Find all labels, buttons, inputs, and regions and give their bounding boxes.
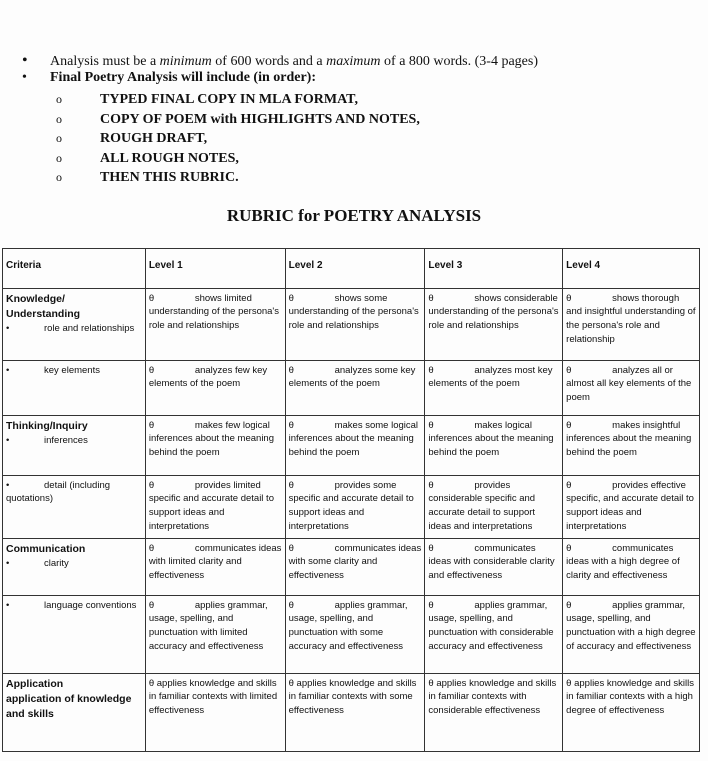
level-cell: θ applies knowledge and skills in familiar contexts with considerable effectiveness xyxy=(425,673,563,751)
level-cell: θ communicates ideas with some clarity and effectiveness xyxy=(285,538,425,595)
theta-bullet-icon: θ xyxy=(288,364,294,376)
circle-bullet-icon: o xyxy=(56,150,62,165)
table-row xyxy=(3,673,700,751)
theta-bullet-icon: θ xyxy=(288,419,294,431)
sub-item: o THEN THIS RUBRIC. xyxy=(56,170,239,185)
theta-bullet-icon: θ xyxy=(428,599,434,611)
sub-item: o ALL ROUGH NOTES, xyxy=(56,150,239,166)
rubric-title: RUBRIC for POETRY ANALYSIS xyxy=(226,206,482,225)
theta-bullet-icon: θ xyxy=(428,419,434,431)
theta-bullet-icon: θ xyxy=(566,292,572,304)
level-cell: θ analyzes all or almost all key elements of the poem xyxy=(563,360,700,415)
theta-bullet-icon: θ xyxy=(288,479,294,491)
column-header: Level 4 xyxy=(563,249,700,289)
column-header: Level 1 xyxy=(145,249,285,289)
criteria-cell: • language conventions xyxy=(3,595,146,673)
column-header: Level 2 xyxy=(285,249,425,289)
rubric-table xyxy=(2,248,700,752)
theta-bullet-icon: θ xyxy=(288,677,294,689)
criteria-cell: Communication • clarity xyxy=(3,538,146,595)
theta-bullet-icon: θ xyxy=(566,419,572,431)
criteria-cell: Knowledge/ Understanding • role and relationships xyxy=(3,288,146,360)
theta-bullet-icon: θ xyxy=(288,292,294,304)
level-cell: θ provides effective specific, and accurate detail to support ideas and interpretations xyxy=(563,475,700,538)
level-cell: θ provides limited specific and accurate detail to support ideas and interpretations xyxy=(145,475,285,538)
level-cell: θ makes logical inferences about the meaning behind the poem xyxy=(425,415,563,475)
level-cell: θ analyzes some key elements of the poem xyxy=(285,360,425,415)
theta-bullet-icon: θ xyxy=(428,479,434,491)
theta-bullet-icon: θ xyxy=(566,542,572,554)
table-row xyxy=(3,288,700,360)
theta-bullet-icon: θ xyxy=(288,599,294,611)
bullet-word-count: • Analysis must be a minimum of 600 words and a maximum of a 800 words. (3-4 pages) xyxy=(22,52,538,69)
theta-bullet-icon: θ xyxy=(428,542,434,554)
theta-bullet-icon: θ xyxy=(566,364,572,376)
criterion-label: language conventions xyxy=(44,599,137,611)
level-cell: θ applies knowledge and skills in familiar contexts with a high degree of effectiveness xyxy=(563,673,700,751)
bullet-final-analysis: • Final Poetry Analysis will include (in order): xyxy=(22,70,316,85)
criterion-label: application of knowledge and skills xyxy=(6,692,132,720)
table-row xyxy=(3,475,700,538)
theta-bullet-icon: θ xyxy=(148,292,155,304)
criterion-label: clarity xyxy=(44,557,69,569)
level-cell: θ provides considerable specific and accurate detail to support ideas and interpretations xyxy=(425,475,563,538)
circle-bullet-icon: o xyxy=(56,92,62,106)
theta-bullet-icon: θ xyxy=(148,479,155,491)
level-cell: θ applies grammar, usage, spelling, and punctuation with limited accuracy and effectiveness xyxy=(145,595,285,673)
theta-bullet-icon: θ xyxy=(566,479,572,491)
criterion-label: inferences xyxy=(44,434,88,446)
level-cell: θ communicates ideas with a high degree of clarity and effectiveness xyxy=(563,538,700,595)
theta-bullet-icon: θ xyxy=(288,542,294,554)
category-label: Communication xyxy=(6,542,86,555)
theta-bullet-icon: θ xyxy=(428,677,434,689)
level-cell: θ analyzes most key elements of the poem xyxy=(425,360,563,415)
circle-bullet-icon: o xyxy=(56,170,62,184)
column-header: Criteria xyxy=(3,249,146,289)
level-cell: θ applies grammar, usage, spelling, and punctuation with a high degree of accuracy and effectiveness xyxy=(563,595,700,673)
table-row xyxy=(3,595,700,673)
level-cell: θ applies grammar, usage, spelling, and punctuation with some accuracy and effectiveness xyxy=(285,595,425,673)
sub-item: o COPY OF POEM with HIGHLIGHTS AND NOTES, xyxy=(56,111,420,127)
theta-bullet-icon: θ xyxy=(148,599,155,611)
level-cell: θ communicates ideas with considerable clarity and effectiveness xyxy=(425,538,563,595)
criteria-cell: • detail (including quotations) xyxy=(3,475,146,538)
table-row xyxy=(3,360,700,415)
level-cell: θ applies knowledge and skills in familiar contexts with some effectiveness xyxy=(285,673,425,751)
level-cell: θ makes insightful inferences about the meaning behind the poem xyxy=(563,415,700,475)
criteria-cell: • key elements xyxy=(3,360,146,415)
theta-bullet-icon: θ xyxy=(428,364,434,376)
sub-item: o ROUGH DRAFT, xyxy=(56,131,208,146)
table-row xyxy=(3,415,700,475)
criteria-cell xyxy=(3,673,146,751)
theta-bullet-icon: θ xyxy=(566,677,572,689)
category-label: Knowledge/ Understanding xyxy=(6,292,81,320)
level-cell: θ shows thorough and insightful understanding of the persona's role and relationship xyxy=(563,288,700,360)
circle-bullet-icon: o xyxy=(56,111,62,126)
level-cell: θ applies grammar, usage, spelling, and punctuation with considerable accuracy and effectiveness xyxy=(425,595,563,673)
theta-bullet-icon: θ xyxy=(148,677,155,689)
category-label: Application xyxy=(6,677,64,690)
table-row xyxy=(3,538,700,595)
level-cell: θ shows considerable understanding of the persona's role and relationships xyxy=(425,288,563,360)
theta-bullet-icon: θ xyxy=(428,292,434,304)
criterion-label: role and relationships xyxy=(44,322,135,334)
theta-bullet-icon: θ xyxy=(148,542,155,554)
level-cell: θ applies knowledge and skills in familiar contexts with limited effectiveness xyxy=(145,673,285,751)
column-header: Level 3 xyxy=(425,249,563,289)
level-cell: θ communicates ideas with limited clarity and effectiveness xyxy=(145,538,285,595)
level-cell: θ provides some specific and accurate detail to support ideas and interpretations xyxy=(285,475,425,538)
level-cell: θ makes few logical inferences about the meaning behind the poem xyxy=(145,415,285,475)
theta-bullet-icon: θ xyxy=(566,599,572,611)
sub-item: o TYPED FINAL COPY IN MLA FORMAT, xyxy=(56,92,358,107)
level-cell: θ makes some logical inferences about the meaning behind the poem xyxy=(285,415,425,475)
level-cell: θ analyzes few key elements of the poem xyxy=(145,360,285,415)
criterion-label: key elements xyxy=(44,364,100,376)
level-cell: θ shows some understanding of the persona's role and relationships xyxy=(285,288,425,360)
category-label: Thinking/Inquiry xyxy=(6,419,88,432)
criteria-cell: Thinking/Inquiry • inferences xyxy=(3,415,146,475)
theta-bullet-icon: θ xyxy=(148,364,155,376)
theta-bullet-icon: θ xyxy=(148,419,155,431)
criterion-label: detail (including quotations) xyxy=(6,479,111,505)
circle-bullet-icon: o xyxy=(56,131,62,145)
level-cell: θ shows limited understanding of the persona's role and relationships xyxy=(145,288,285,360)
